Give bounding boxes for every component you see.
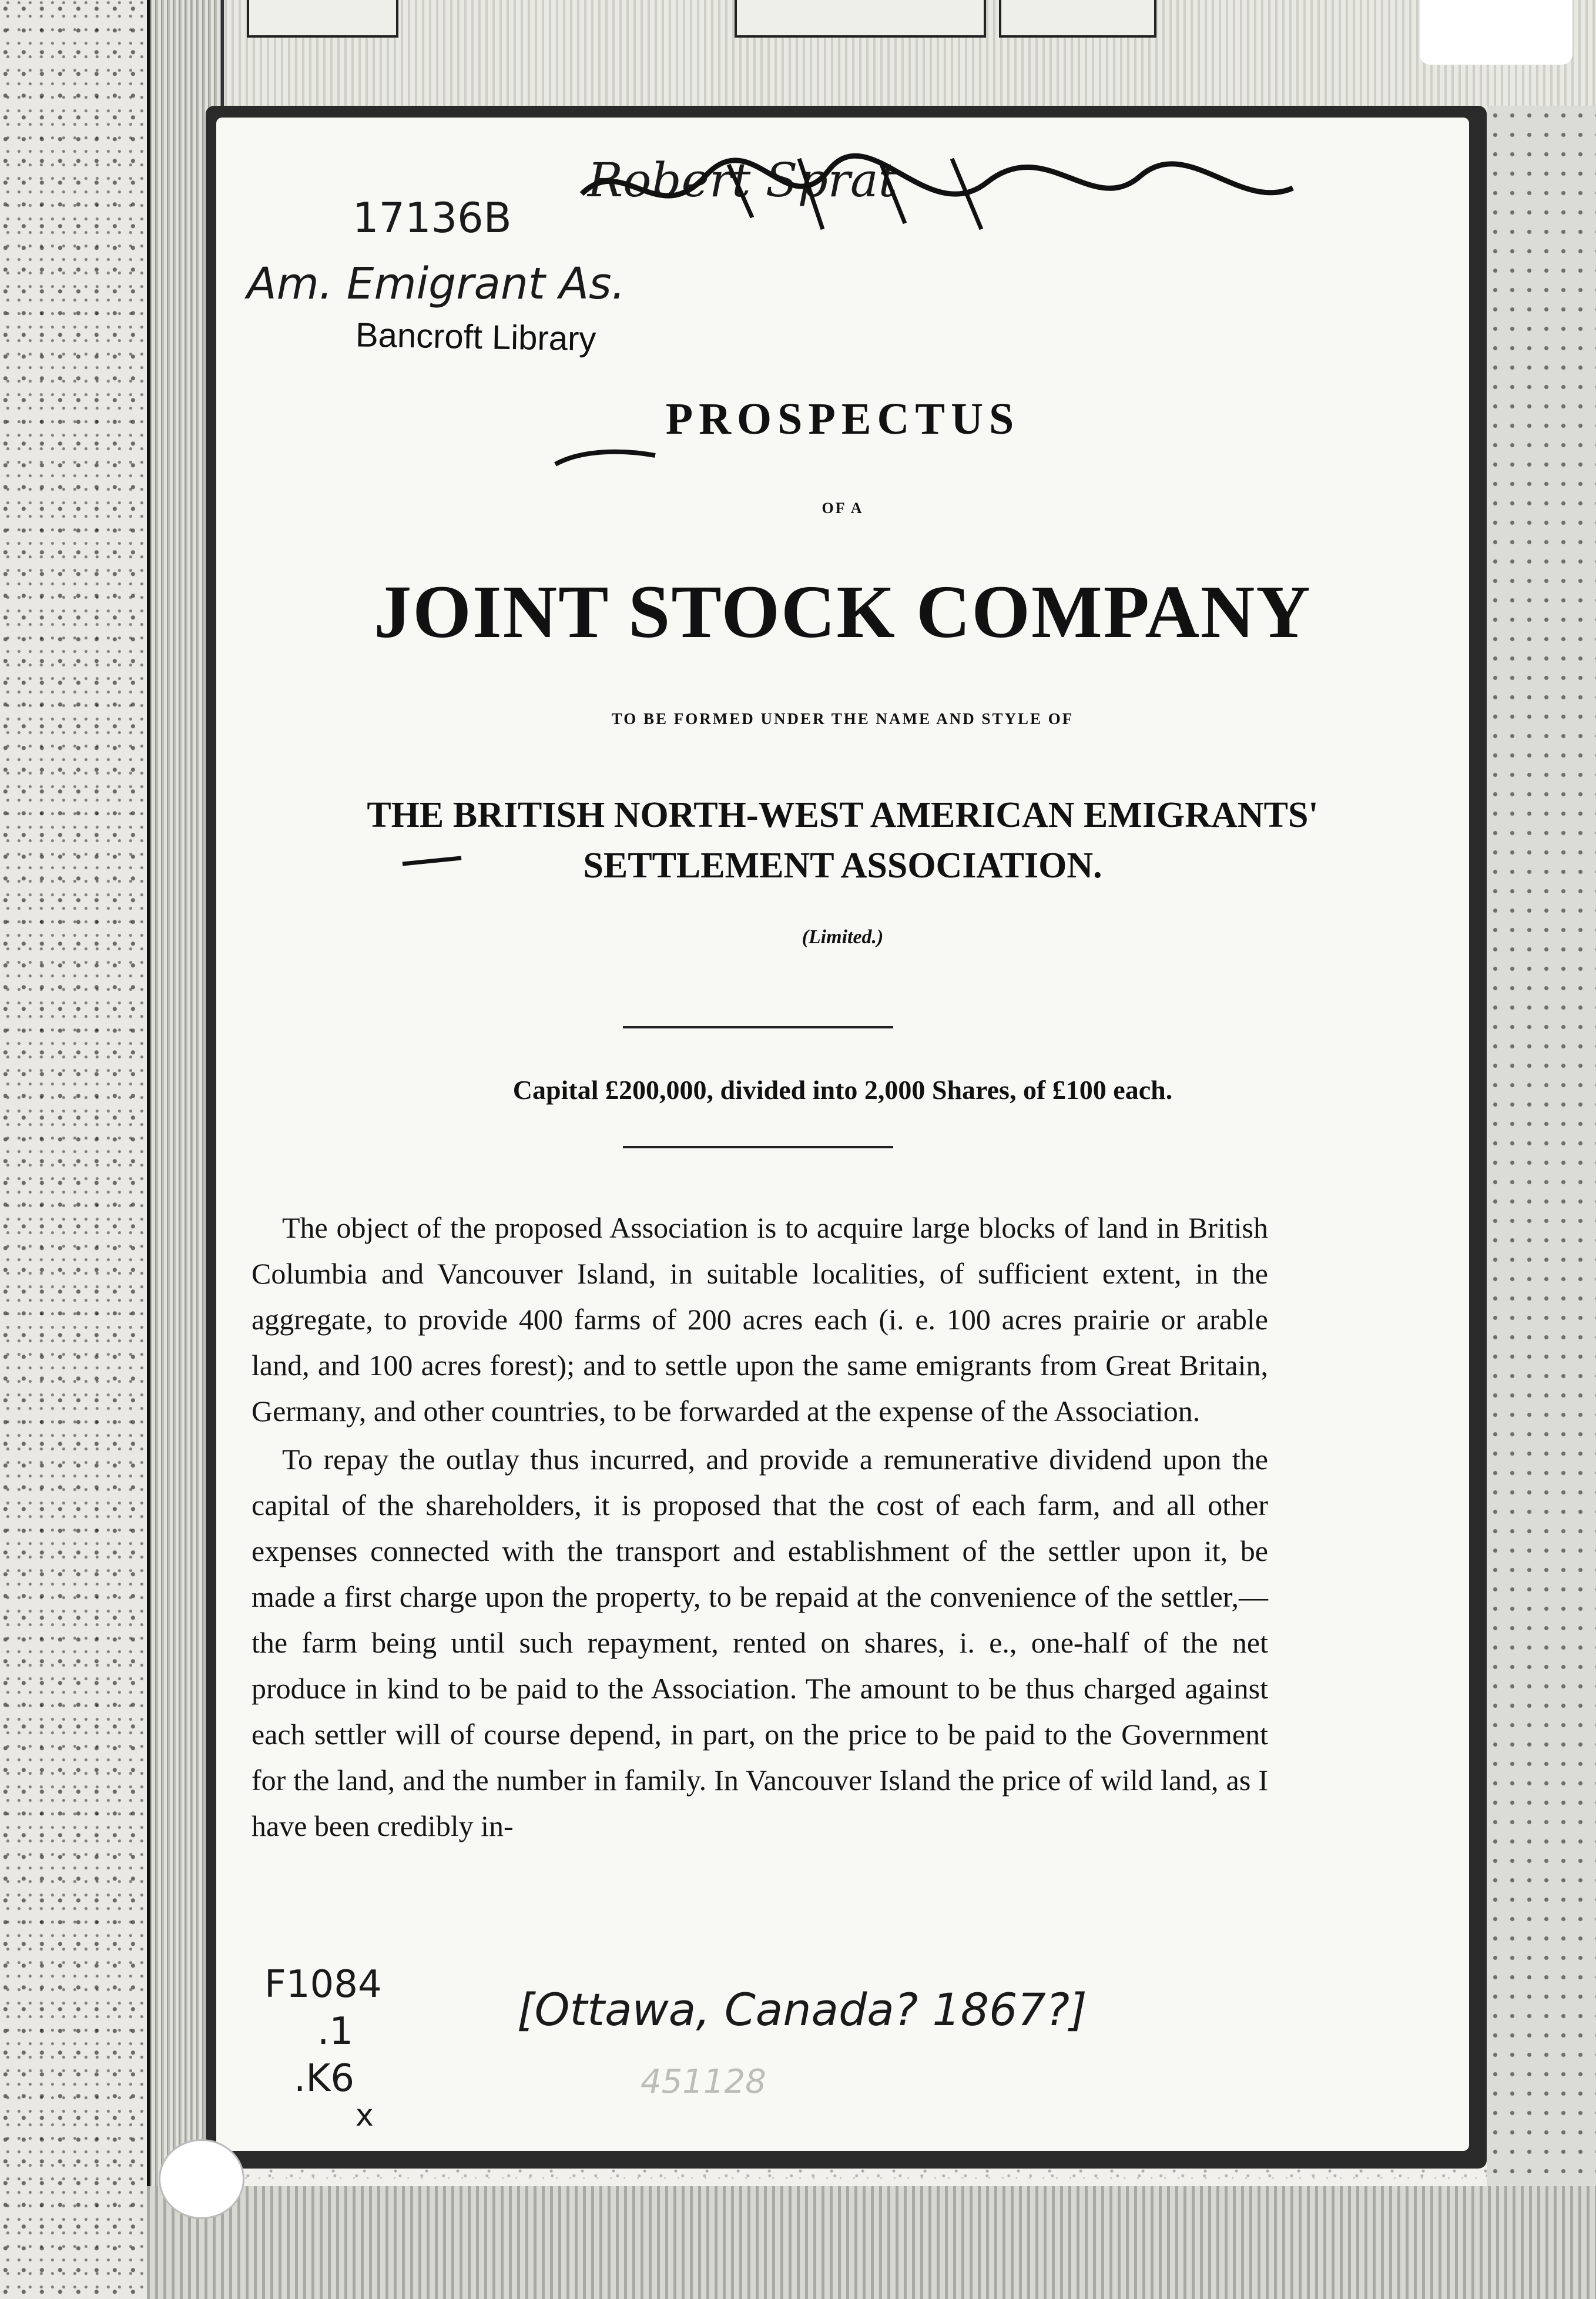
prospectus-heading: PROSPECTUS [665,394,1020,444]
of-a-line: OF A [822,500,864,517]
paragraph-repayment: To repay the outlay thus incurred, and provide a remunerative dividend upon the capital of the shareholders, it is proposed that the cost of each farm, and all other expenses connected with the transport and establishment of the settler upon it, be made a first charge upon the property, to be repaid at the convenience of the settler,—the farm being until such repayment, rented on shares, i. e., one-half of the net produce in kind to be paid to the Association. The amount to be thus charged against each settler will of course depend, in part, on the price to be paid to the Government for the land, and the number in family. In Vancouver Island the price of wild land, as I have been credibly in- [252,1443,1268,1842]
left-margin-strip [0,0,147,2299]
association-name-line-1: THE BRITISH NORTH-WEST AMERICAN EMIGRANTS' [367,795,1319,835]
library-stamp: Bancroft Library [355,316,596,358]
catalog-number: 17136B [353,194,512,242]
white-stamp-mark [159,2139,244,2219]
scribbled-cancel-mark [576,141,1305,247]
capital-line: Capital £200,000, divided into 2,000 Shares, of £100 each. [512,1075,1173,1105]
call-number-4: x [356,2098,374,2133]
signature: Robert Sprat [588,153,897,207]
association-name-line-2: SETTLEMENT ASSOCIATION. [583,846,1102,886]
top-tab [999,0,1156,38]
handwritten-title-note: Am. Emigrant As. [247,259,626,309]
body-text [252,1205,1268,1849]
place-date-note: [Ottawa, Canada? 1867?] [517,1983,1087,2036]
call-number-1: F1084 [264,1963,382,2006]
formed-under-line: TO BE FORMED UNDER THE NAME AND STYLE OF [611,710,1074,728]
right-margin-strip [1487,106,1596,2186]
corner-label [1420,0,1572,65]
faint-number-note: 451128 [641,2063,766,2101]
limited-line: (Limited.) [802,926,884,948]
paragraph-object: The object of the proposed Association is to acquire large blocks of land in British Columbia and Vancouver Island, in suitable localities, of sufficient extent, in the aggregate, to provide 400 farms of 200 acres each (i. e. 100 acres prairie or arable land, and 100 acres forest); and to settle upon the same emigrants from Great Britain, Germany, and other countries, to be forwarded at the expense of the Association. [252,1211,1268,1427]
divider-rule [623,1146,893,1148]
divider-rule [623,1026,893,1028]
call-number-3: .K6 [294,2057,355,2100]
top-tab [247,0,398,38]
company-heading: JOINT STOCK COMPANY [374,570,1312,653]
top-tab [735,0,986,38]
underline-mark [552,447,658,470]
bottom-binding-strip [147,2186,1596,2299]
call-number-2: .1 [317,2010,354,2053]
